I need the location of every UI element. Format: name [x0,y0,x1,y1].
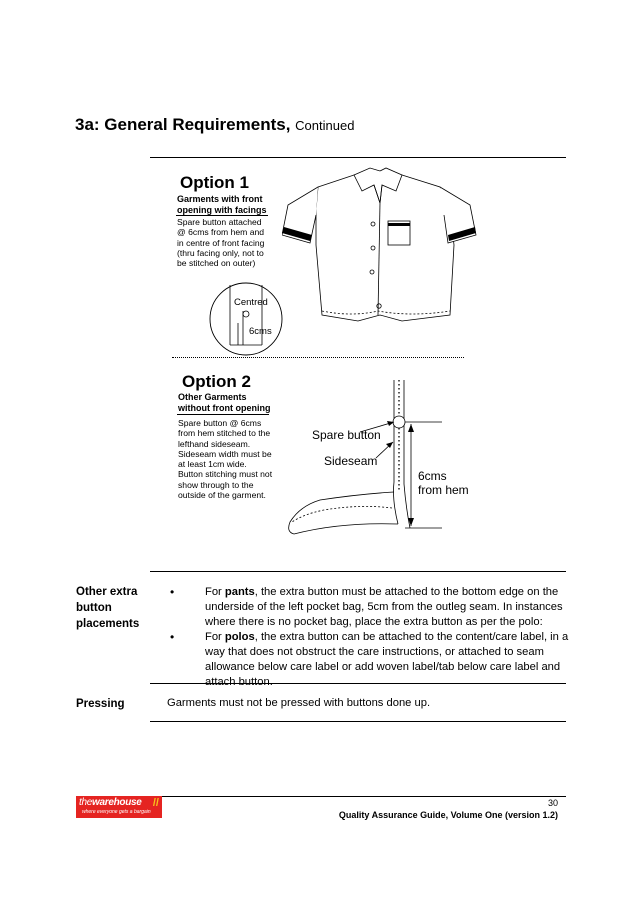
bullet-glyph: • [170,585,175,599]
list-item [170,630,570,690]
option2-subtitle-line: without front opening [178,402,271,413]
heading-title: 3a: General Requirements, [75,115,291,134]
button-detail-circle [208,281,284,357]
page-heading [75,115,354,135]
logo-slash-icon: // [152,797,159,809]
logo-warehouse: warehouse [92,797,142,808]
section-top-rule [150,157,566,158]
pressing-bottom-rule [150,721,566,722]
option1-desc-line: be stitched on outer) [177,258,256,269]
pressing-label: Pressing [76,698,125,710]
option2-desc-line: Spare button @ 6cms [178,418,262,428]
placements-label-line: Other extra [76,586,138,598]
pressing-top-rule [150,683,566,684]
measure-from-hem-label: from hem [418,483,469,497]
bullet-text: For [205,631,225,643]
options-dotted-separator [172,357,464,358]
option2-desc-line: outside of the garment. [178,490,266,501]
company-logo [76,796,162,818]
option2-desc-line: lefthand sideseam. [178,438,251,449]
option1-desc-line: @ 6cms from hem and [177,227,265,238]
option1-subtitle-line: Garments with front [177,194,263,204]
bullet-glyph: • [170,630,175,644]
list-item [170,585,570,630]
bullet-text: For [205,586,225,598]
bullet-keyword: pants [224,586,255,598]
detail-6cms-label: 6cms [249,326,272,337]
option2-subtitle-rule [177,414,269,415]
heading-continued: Continued [295,118,355,133]
option1-subtitle-line: opening with facings [177,204,267,215]
pressing-text: Garments must not be pressed with buttons done up. [167,697,431,709]
option1-subtitle [177,194,297,215]
sideseam-label: Sideseam [324,454,378,468]
measure-6cms-label: 6cms [418,469,447,483]
option1-description [177,217,297,268]
spare-button-label: Spare button [312,428,381,442]
option1-desc-line: (thru facing only, not to [177,247,264,258]
option2-subtitle-line: Other Garments [178,392,247,402]
option1-desc-line: Spare button attached [177,217,262,227]
option2-title: Option 2 [182,372,251,391]
shirt-illustration [282,165,542,327]
option2-desc-line: show through to the [178,479,254,490]
bullet-text: , the extra button can be attached to the content/care label, in a way that does not obstruct the care instructions, or attached to seam allowance below care label or add woven label/tab below care label and attach button. [205,631,569,688]
placements-bullet-list [170,585,570,690]
placements-label [76,584,156,632]
logo-the: the [79,797,93,808]
bullet-keyword: polos [224,631,255,643]
placements-label-line: placements [76,618,140,630]
option1-title: Option 1 [180,173,249,192]
detail-centred-label: Centred [234,297,268,308]
logo-tagline: where everyone gets a bargain [82,809,151,815]
placements-label-line: button [76,602,112,614]
page-number: 30 [547,798,558,808]
logo-wordmark [79,797,142,808]
option1-desc-line: in centre of front facing [177,237,265,248]
option1-subtitle-rule [176,215,268,216]
option2-desc-line: at least 1cm wide. [178,459,247,470]
option2-desc-line: Button stitching must not [178,469,273,480]
option2-desc-line: Sideseam width must be [178,448,272,459]
document-title: Quality Assurance Guide, Volume One (version 1.2) [338,810,558,820]
placements-top-rule [150,571,566,572]
option2-desc-line: from hem stitched to the [178,428,271,439]
bullet-text: , the extra button must be attached to the bottom edge on the underside of the left pocket bag, 5cm from the outleg seam. In instances where there is no pocket bag, place the extra button as per the polo: [205,586,563,628]
